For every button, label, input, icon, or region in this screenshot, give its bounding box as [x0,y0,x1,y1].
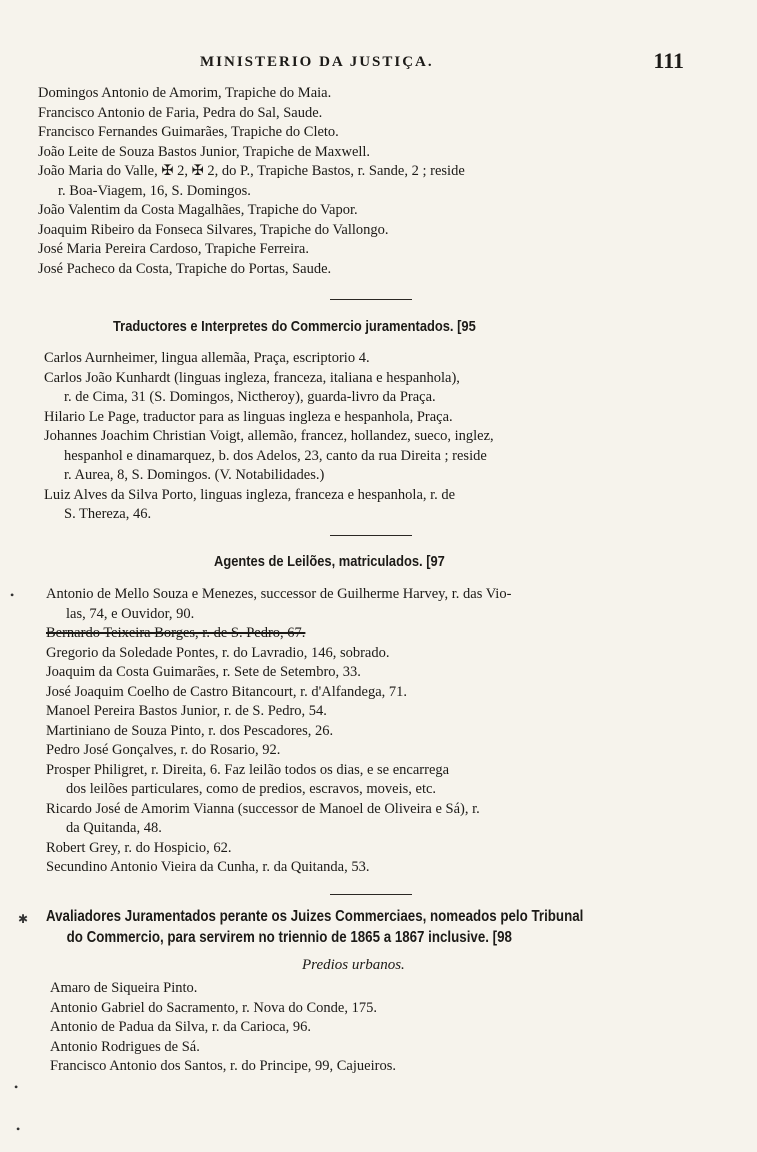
list-item-continuation: r. Aurea, 8, S. Domingos. (V. Notabilidades.) [64,467,325,483]
section-title-traductores: Traductores e Interpretes do Commercio juramentados. [95 [113,318,476,335]
list-item-struck: Bernardo Teixeira Borges, r. de S. Pedro, 67. [46,625,306,641]
margin-mark: ✱ [18,912,29,926]
list-item: Carlos João Kunhardt (linguas ingleza, franceza, italiana e hespanhola), [44,369,460,386]
list-item: Francisco Fernandes Guimarães, Trapiche do Cleto. [38,124,339,140]
section-title-avaliadores [46,906,583,948]
traductores-list [44,349,744,525]
page-number: 111 [653,48,684,73]
list-item: João Leite de Souza Bastos Junior, Trapiche de Maxwell. [38,143,371,160]
section-title-agentes: Agentes de Leilões, matriculados. [97 [214,553,445,570]
list-item: Pedro José Gonçalves, r. do Rosario, 92. [46,742,281,758]
margin-mark: • [10,588,15,602]
list-item-continuation: las, 74, e Ouvidor, 90. [66,605,195,622]
list-item: Antonio de Padua da Silva, r. da Carioca, 96. [50,1019,311,1035]
list-item: Luiz Alves da Silva Porto, linguas ingleza, franceza e hespanhola, r. de [44,486,456,503]
list-item: Amaro de Siqueira Pinto. [50,980,198,996]
list-item: Francisco Antonio de Faria, Pedra do Sal, Saude. [38,104,323,121]
list-item: Francisco Antonio dos Santos, r. do Principe, 99, Cajueiros. [50,1058,396,1074]
list-item: Prosper Philigret, r. Direita, 6. Faz leilão todos os dias, e se encarrega [46,761,450,778]
list-item-continuation: hespanhol e dinamarquez, b. dos Adelos, 23, canto da rua Direita ; reside [64,447,487,464]
list-item: Gregorio da Soledade Pontes, r. do Lavradio, 146, sobrado. [46,644,390,661]
section-title-line: do Commercio, para servirem no triennio de 1865 a 1867 inclusive. [98 [66,929,512,946]
list-item-continuation: dos leilões particulares, como de predios, escravos, moveis, etc. [66,781,437,797]
list-item: Hilario Le Page, traductor para as linguas ingleza e hespanhola, Praça. [44,408,453,425]
list-item: Antonio Rodrigues de Sá. [50,1038,200,1055]
section-divider [330,535,412,536]
list-item: Secundino Antonio Vieira da Cunha, r. da Quitanda, 53. [46,859,370,875]
list-item: Manoel Pereira Bastos Junior, r. de S. Pedro, 54. [46,703,327,719]
list-item: José Joaquim Coelho de Castro Bitancourt, r. d'Alfandega, 71. [46,683,408,700]
list-item: José Maria Pereira Cardoso, Trapiche Ferreira. [38,241,309,257]
list-item-continuation: r. de Cima, 31 (S. Domingos, Nictheroy), guarda-livro da Praça. [64,389,436,405]
section-title-line: Avaliadores Juramentados perante os Juizes Commerciaes, nomeados pelo Tribunal [46,908,584,925]
subsection-title: Predios urbanos. [302,957,405,973]
list-item-continuation: S. Thereza, 46. [64,506,152,522]
list-item: João Maria do Valle, ✠ 2, ✠ 2, do P., Trapiche Bastos, r. Sande, 2 ; reside [38,163,465,179]
list-item-continuation: r. Boa-Viagem, 16, S. Domingos. [58,182,251,199]
list-item: João Valentim da Costa Magalhães, Trapiche do Vapor. [38,202,358,218]
list-item: Robert Grey, r. do Hospicio, 62. [46,839,232,856]
running-title: MINISTERIO DA JUSTIÇA. [200,54,434,70]
avaliadores-list [50,979,750,1077]
list-item: José Pacheco da Costa, Trapiche do Portas, Saude. [38,260,332,277]
list-item-continuation: da Quitanda, 48. [66,820,162,836]
trapiche-list [38,84,738,279]
list-item: Carlos Aurnheimer, lingua allemãa, Praça, escriptorio 4. [44,350,370,366]
list-item: Domingos Antonio de Amorim, Trapiche do Maia. [38,85,332,101]
list-item: Martiniano de Souza Pinto, r. dos Pescadores, 26. [46,722,334,739]
list-item: Joaquim Ribeiro da Fonseca Silvares, Trapiche do Vallongo. [38,221,389,238]
section-divider [330,894,412,895]
margin-mark: • [16,1122,21,1136]
list-item: Antonio de Mello Souza e Menezes, successor de Guilherme Harvey, r. das Vio- [46,586,512,602]
section-divider [330,299,412,300]
list-item: Johannes Joachim Christian Voigt, allemão, francez, hollandez, sueco, inglez, [44,428,494,444]
agentes-list [46,585,746,878]
list-item: Joaquim da Costa Guimarães, r. Sete de Setembro, 33. [46,664,361,680]
list-item: Antonio Gabriel do Sacramento, r. Nova do Conde, 175. [50,999,377,1016]
margin-mark: • [14,1080,19,1094]
list-item: Ricardo José de Amorim Vianna (successor de Manoel de Oliveira e Sá), r. [46,800,480,817]
